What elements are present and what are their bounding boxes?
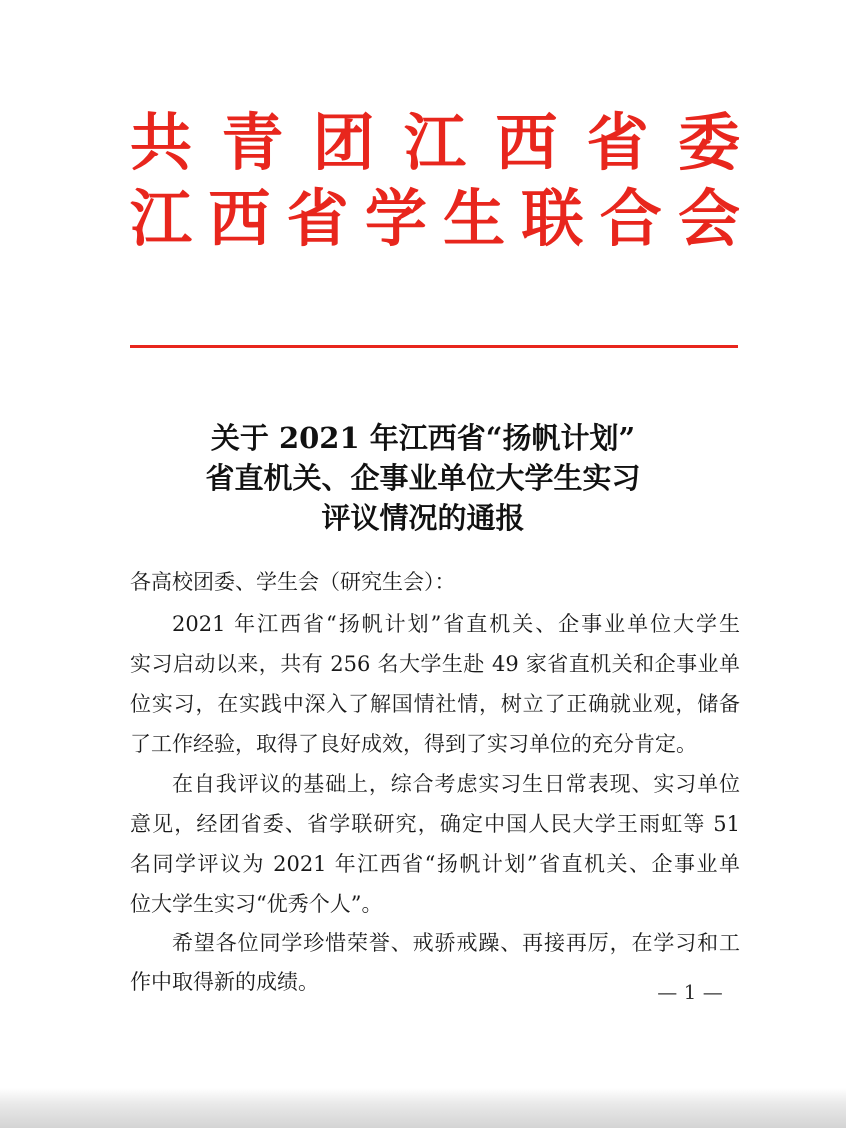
document-title-line-2: 省直机关、企事业单位大学生实习 bbox=[205, 461, 641, 495]
letterhead-char: 合 bbox=[599, 182, 662, 255]
letterhead-char: 生 bbox=[443, 182, 506, 255]
page-number: — 1 — bbox=[657, 980, 723, 1004]
letterhead-char: 委 bbox=[677, 106, 740, 179]
letterhead-char: 学 bbox=[364, 182, 427, 255]
letterhead-char: 青 bbox=[221, 106, 284, 179]
paragraph-3-line: 希望各位同学珍惜荣誉、戒骄戒躁、再接再厉，在学习和工 bbox=[172, 931, 740, 955]
salutation: 各高校团委、学生会（研究生会）： bbox=[130, 570, 456, 594]
letterhead-org-line-2 bbox=[130, 184, 740, 254]
paragraph-1-line: 2021 年江西省“扬帆计划”省直机关、企事业单位大学生 bbox=[172, 612, 740, 636]
paragraph-3-line: 作中取得新的成绩。 bbox=[130, 970, 319, 994]
letterhead-char: 江 bbox=[130, 182, 193, 255]
document-title-line-1: 关于 2021 年江西省“扬帆计划” bbox=[210, 421, 636, 455]
letterhead-char: 西 bbox=[495, 106, 558, 179]
letterhead-divider bbox=[130, 345, 738, 348]
letterhead-char: 省 bbox=[586, 106, 649, 179]
letterhead-char: 团 bbox=[312, 106, 375, 179]
paragraph-2-line: 位大学生实习“优秀个人”。 bbox=[130, 892, 383, 916]
paragraph-1-line: 了工作经验，取得了良好成效，得到了实习单位的充分肯定。 bbox=[130, 732, 697, 756]
paragraph-2-line: 意见，经团省委、省学联研究，确定中国人民大学王雨虹等 51 bbox=[130, 812, 740, 836]
paragraph-1-line: 位实习，在实践中深入了解国情社情，树立了正确就业观，储备 bbox=[130, 692, 740, 716]
letterhead-char: 西 bbox=[208, 182, 271, 255]
letterhead-char: 江 bbox=[403, 106, 466, 179]
letterhead-char: 省 bbox=[286, 182, 349, 255]
letterhead-char: 会 bbox=[677, 182, 740, 255]
paragraph-2-line: 名同学评议为 2021 年江西省“扬帆计划”省直机关、企事业单 bbox=[130, 852, 740, 876]
paragraph-1-line: 实习启动以来，共有 256 名大学生赴 49 家省直机关和企事业单 bbox=[130, 652, 740, 676]
letterhead-char: 共 bbox=[130, 106, 193, 179]
page-edge-shadow bbox=[0, 1088, 846, 1128]
document-title-line-3: 评议情况的通报 bbox=[321, 501, 525, 535]
letterhead-org-line-1 bbox=[130, 108, 740, 178]
paragraph-2-line: 在自我评议的基础上，综合考虑实习生日常表现、实习单位 bbox=[172, 772, 740, 796]
letterhead-char: 联 bbox=[521, 182, 584, 255]
